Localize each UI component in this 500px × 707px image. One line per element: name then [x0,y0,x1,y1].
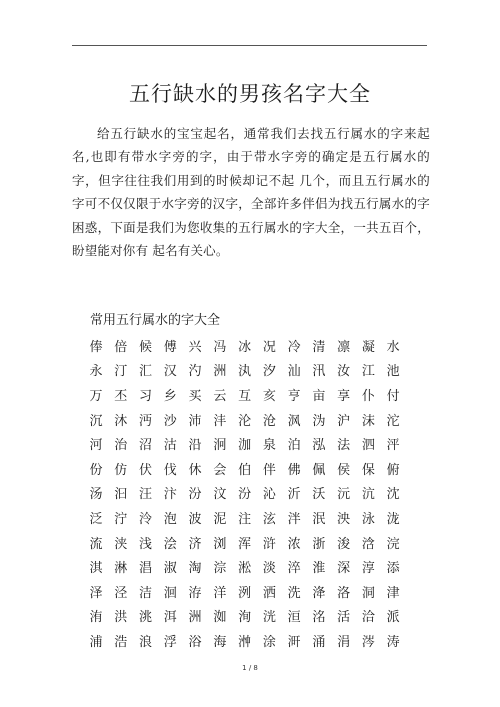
char-cell: 沅 [337,487,351,503]
char-cell: 洺 [312,610,326,626]
char-cell: 淞 [238,561,252,577]
char-cell: 汴 [163,487,177,503]
char-cell: 洄 [163,585,177,601]
char-cell: 俯 [386,462,400,478]
char-cell: 济 [188,536,202,552]
char-cell: 冰 [238,339,252,355]
char-row [84,579,424,604]
char-cell: 浮 [163,634,177,650]
char-cell: 洌 [238,585,252,601]
char-cell: 汤 [89,487,103,503]
char-cell: 浩 [114,634,128,650]
char-cell: 佛 [287,462,301,478]
char-cell: 沈 [386,487,400,503]
section-heading: 常用五行属水的字大全 [90,313,221,328]
char-cell: 泉 [262,438,276,454]
char-cell: 洧 [89,610,103,626]
char-cell: 清 [312,339,326,355]
char-cell: 沆 [361,487,375,503]
char-cell: 沨 [287,413,301,429]
char-cell: 浅 [139,536,153,552]
char-cell: 泮 [287,511,301,527]
char-cell: 洹 [287,610,301,626]
char-cell: 津 [386,585,400,601]
char-cell: 浦 [89,634,103,650]
char-cell: 淘 [188,561,202,577]
char-row [84,431,424,456]
char-cell: 汕 [287,364,301,380]
char-cell: 云 [213,388,227,404]
char-row [84,481,424,506]
char-cell: 汐 [262,364,276,380]
char-cell: 洮 [139,610,153,626]
char-cell: 泥 [213,511,227,527]
char-cell: 俸 [89,339,103,355]
char-cell: 淋 [114,561,128,577]
char-cell: 洛 [337,585,351,601]
char-cell: 泞 [114,511,128,527]
char-cell: 泷 [386,511,400,527]
char-cell: 沙 [163,413,177,429]
char-cell: 亩 [312,388,326,404]
char-cell: 海 [213,634,227,650]
char-cell: 洗 [287,585,301,601]
char-cell: 涌 [312,634,326,650]
page-number: 1 / 8 [242,664,258,672]
char-row [84,333,424,358]
char-cell: 丕 [114,388,128,404]
char-cell: 派 [386,610,400,626]
page-title: 五行缺水的男孩名字大全 [129,82,371,106]
char-cell: 沼 [139,438,153,454]
char-cell: 涓 [337,634,351,650]
char-cell: 浑 [238,536,252,552]
char-cell: 涆 [287,634,301,650]
char-cell: 洽 [361,610,375,626]
char-cell: 沣 [213,413,227,429]
char-cell: 亥 [262,388,276,404]
char-cell: 泊 [287,438,301,454]
char-cell: 汾 [188,487,202,503]
char-cell: 泓 [312,438,326,454]
char-cell: 沂 [287,487,301,503]
char-cell: 永 [89,364,103,380]
char-cell: 万 [89,388,103,404]
char-cell: 淳 [361,561,375,577]
char-cell: 汩 [114,487,128,503]
char-cell: 泽 [89,585,103,601]
char-cell: 汾 [238,487,252,503]
char-cell: 波 [188,511,202,527]
char-cell: 洚 [312,585,326,601]
char-cell: 洸 [262,610,276,626]
char-cell: 凛 [337,339,351,355]
char-row [84,456,424,481]
char-cell: 沛 [188,413,202,429]
char-cell: 汍 [238,364,252,380]
char-cell: 沧 [262,413,276,429]
char-cell: 淑 [163,561,177,577]
char-cell: 沁 [262,487,276,503]
char-cell: 活 [337,610,351,626]
char-cell: 凝 [361,339,375,355]
char-cell: 江 [361,364,375,380]
char-cell: 沩 [312,413,326,429]
char-cell: 浣 [386,536,400,552]
char-cell: 汇 [139,364,153,380]
char-cell: 况 [262,339,276,355]
char-cell: 涔 [361,634,375,650]
char-row [84,604,424,629]
char-cell: 伐 [163,462,177,478]
char-cell: 兴 [188,339,202,355]
char-cell: 沔 [139,413,153,429]
char-cell: 浏 [213,536,227,552]
char-cell: 河 [89,438,103,454]
char-cell: 浓 [287,536,301,552]
char-cell: 份 [89,462,103,478]
intro-paragraph: 给五行缺水的宝宝起名，通常我们去找五行属水的字来起名,也即有带水字旁的字，由于带水字旁的确定是五行属水的字，但字往往我们用到的时候却记不起 几个，而且五行属水的字可不仅仅限于水字旁的汉字，全部许多伴侣为找五行属水的字困惑，下面是我们为您收集的五行属水的字大全，一共五百个，盼望能对你有 起名有关心。 [72,126,430,259]
char-cell: 沪 [337,413,351,429]
char-cell: 冷 [287,339,301,355]
char-cell: 洋 [213,585,227,601]
char-cell: 淐 [139,561,153,577]
char-cell: 休 [188,462,202,478]
char-cell: 仿 [114,462,128,478]
char-row [84,407,424,432]
char-cell: 沱 [386,413,400,429]
char-cell: 享 [337,388,351,404]
header-rule [72,45,427,46]
char-cell: 洊 [188,585,202,601]
char-cell: 洲 [213,364,227,380]
char-cell: 沃 [312,487,326,503]
char-cell: 汶 [213,487,227,503]
char-cell: 乡 [163,388,177,404]
char-cell: 汝 [337,364,351,380]
char-cell: 治 [114,438,128,454]
char-cell: 淬 [287,561,301,577]
char-cell: 伴 [262,462,276,478]
char-row [84,505,424,530]
char-cell: 池 [386,364,400,380]
char-cell: 泇 [238,438,252,454]
char-cell: 水 [386,339,400,355]
char-cell: 淇 [89,561,103,577]
char-cell: 泗 [361,438,375,454]
char-cell: 添 [386,561,400,577]
char-cell: 浍 [163,536,177,552]
char-cell: 涂 [262,634,276,650]
char-cell: 泱 [337,511,351,527]
char-cell: 互 [238,388,252,404]
char-cell: 付 [386,388,400,404]
char-cell: 洵 [238,610,252,626]
char-row [84,530,424,555]
char-cell: 洁 [139,585,153,601]
char-cell: 深 [337,561,351,577]
char-cell: 泳 [361,511,375,527]
char-cell: 法 [337,438,351,454]
char-cell: 浃 [114,536,128,552]
char-cell: 流 [89,536,103,552]
char-row [84,628,424,653]
char-cell: 浺 [238,634,252,650]
char-row [84,382,424,407]
char-cell: 侯 [337,462,351,478]
char-cell: 冯 [213,339,227,355]
char-cell: 泂 [213,438,227,454]
char-cell: 泙 [386,438,400,454]
char-cell: 买 [188,388,202,404]
char-cell: 伏 [139,462,153,478]
char-cell: 傅 [163,339,177,355]
char-cell: 浚 [337,536,351,552]
char-cell: 保 [361,462,375,478]
char-cell: 浒 [262,536,276,552]
char-cell: 洞 [361,585,375,601]
char-cell: 泾 [114,585,128,601]
char-cell: 泯 [312,511,326,527]
char-cell: 候 [139,339,153,355]
char-cell: 洲 [188,610,202,626]
char-cell: 沿 [188,438,202,454]
char-cell: 泡 [163,511,177,527]
char-cell: 会 [213,462,227,478]
char-cell: 泠 [139,511,153,527]
char-row [84,358,424,383]
char-cell: 沫 [361,413,375,429]
char-cell: 沉 [89,413,103,429]
char-cell: 淮 [312,561,326,577]
char-cell: 亨 [287,388,301,404]
char-cell: 淙 [213,561,227,577]
char-cell: 汛 [312,364,326,380]
char-cell: 汋 [188,364,202,380]
char-cell: 沐 [114,413,128,429]
char-cell: 泛 [89,511,103,527]
char-cell: 浛 [361,536,375,552]
char-cell: 沦 [238,413,252,429]
character-grid [84,333,424,653]
char-cell: 泫 [262,511,276,527]
char-cell: 倍 [114,339,128,355]
char-cell: 涛 [386,634,400,650]
char-cell: 习 [139,388,153,404]
char-cell: 汉 [163,364,177,380]
char-cell: 伯 [238,462,252,478]
char-cell: 洱 [163,610,177,626]
char-cell: 洪 [114,610,128,626]
char-cell: 仆 [361,388,375,404]
char-cell: 注 [238,511,252,527]
char-cell: 浪 [139,634,153,650]
char-cell: 浙 [312,536,326,552]
char-cell: 浴 [188,634,202,650]
char-cell: 佩 [312,462,326,478]
char-cell: 洒 [262,585,276,601]
char-row [84,554,424,579]
char-cell: 洳 [213,610,227,626]
char-cell: 汪 [139,487,153,503]
char-cell: 淡 [262,561,276,577]
char-cell: 汀 [114,364,128,380]
char-cell: 沽 [163,438,177,454]
